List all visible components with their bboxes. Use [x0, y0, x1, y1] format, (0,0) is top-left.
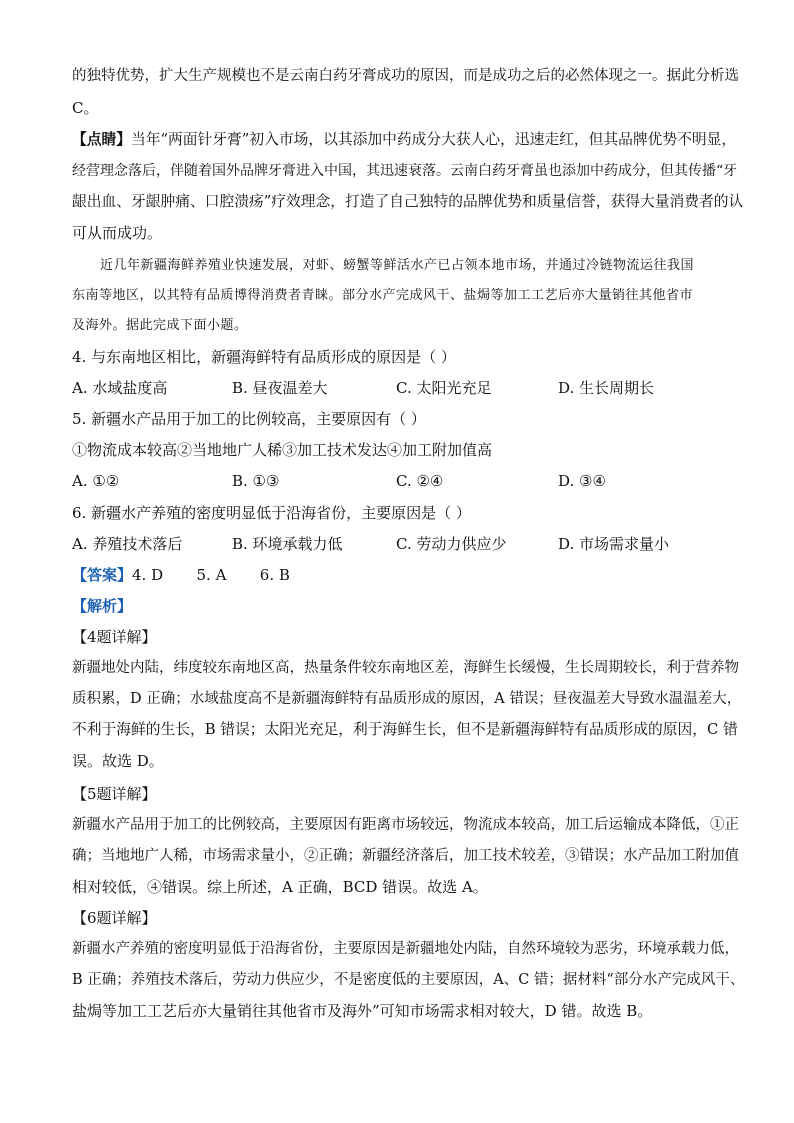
question-stem: 4. 与东南地区相比，新疆海鲜特有品质形成的原因是（ ） [72, 348, 456, 366]
detail-label: 【5题详解】 [72, 785, 157, 803]
intro-line: 的独特优势，扩大生产规模也不是云南白药牙膏成功的原因，而是成功之后的必然体现之一。据此分析选 [72, 68, 739, 84]
detail-line: 不利于海鲜的生长，B 错误；太阳光充足，利于海鲜生长，但不是新疆海鲜特有品质形成的原因，C 错 [72, 721, 738, 738]
answer-text: 4. D 5. A 6. B [132, 566, 290, 584]
detail-line: B 正确；养殖技术落后，劳动力供应少，不是密度低的主要原因，A、C 错；据材料“部分水产完成风干、 [72, 972, 745, 988]
dianjing-label: 【点睛】 [72, 131, 131, 148]
detail-line: 新疆地处内陆，纬度较东南地区高，热量条件较东南地区差，海鲜生长缓慢，生长周期较长，利于营养物 [72, 660, 739, 676]
option: C. 太阳光充足 [396, 379, 492, 397]
detail-line: 盐焗等加工工艺后亦大量销往其他省市及海外”可知市场需求相对较大，D 错。故选 B。 [72, 1002, 653, 1020]
detail-line: 相对较低，④错误。综上所述，A 正确，BCD 错误。故选 A。 [72, 878, 488, 896]
option: B. ①③ [232, 472, 280, 490]
detail-line: 确；当地地广人稀，市场需求量小，②正确；新疆经济落后，加工技术较差，③错误；水产品加工附加值 [72, 848, 739, 864]
dianjing-line: 经营理念落后，伴随着国外品牌牙膏进入中国，其迅速衰落。云南白药牙膏虽也添加中药成分，但其传播“牙 [72, 163, 738, 179]
detail-line: 新疆水产养殖的密度明显低于沿海省份，主要原因是新疆地处内陆，自然环境较为恶劣，环境承载力低， [72, 941, 739, 957]
option: D. 市场需求量小 [558, 535, 670, 553]
analysis-label: 【解析】 [72, 597, 133, 615]
option: B. 昼夜温差大 [232, 379, 328, 397]
option: D. ③④ [558, 472, 606, 490]
dianjing-line: 可从而成功。 [72, 224, 163, 242]
passage-line: 近几年新疆海鲜养殖业快速发展，对虾、螃蟹等鲜活水产已占领本地市场，并通过冷链物流运往我国 [100, 258, 695, 273]
dianjing-text: 当年“两面针牙膏”初入市场，以其添加中药成分大获人心，迅速走红，但其品牌优势不明显， [131, 131, 737, 148]
question-stem: 5. 新疆水产品用于加工的比例较高，主要原因有（ ） [72, 410, 426, 428]
option: C. ②④ [396, 472, 444, 490]
detail-line: 新疆水产品用于加工的比例较高，主要原因有距离市场较远，物流成本较高，加工后运输成本降低，①正 [72, 817, 739, 833]
dianjing-line: 龈出血、牙龈肿痛、口腔溃疡”疗效理念，打造了自己独特的品牌优势和质量信誉，获得大量消费者的认 [72, 193, 744, 210]
option: D. 生长周期长 [558, 379, 655, 397]
answer-line [72, 565, 290, 585]
detail-label: 【4题详解】 [72, 628, 157, 646]
dianjing-line [72, 130, 736, 150]
detail-line: 质积累，D 正确；水域盐度高不是新疆海鲜特有品质形成的原因，A 错误；昼夜温差大导致水温温差大， [72, 691, 742, 707]
question-sub: ①物流成本较高②当地地广人稀③加工技术发达④加工附加值高 [72, 441, 493, 459]
question-stem: 6. 新疆水产养殖的密度明显低于沿海省份，主要原因是（ ） [72, 504, 471, 522]
option: A. 水域盐度高 [72, 379, 168, 397]
answer-label: 【答案】 [72, 566, 133, 584]
option: C. 劳动力供应少 [396, 535, 507, 553]
intro-line: C。 [72, 99, 99, 117]
option: A. 养殖技术落后 [72, 535, 183, 553]
option: B. 环境承载力低 [232, 535, 343, 553]
detail-line: 误。故选 D。 [72, 752, 164, 770]
passage-line: 东南等地区，以其特有品质博得消费者青睐。部分水产完成风干、盐焗等加工工艺后亦大量销往其他省市 [72, 288, 694, 303]
detail-label: 【6题详解】 [72, 909, 157, 927]
option: A. ①② [72, 472, 120, 490]
passage-line: 及海外。据此完成下面小题。 [72, 318, 248, 333]
